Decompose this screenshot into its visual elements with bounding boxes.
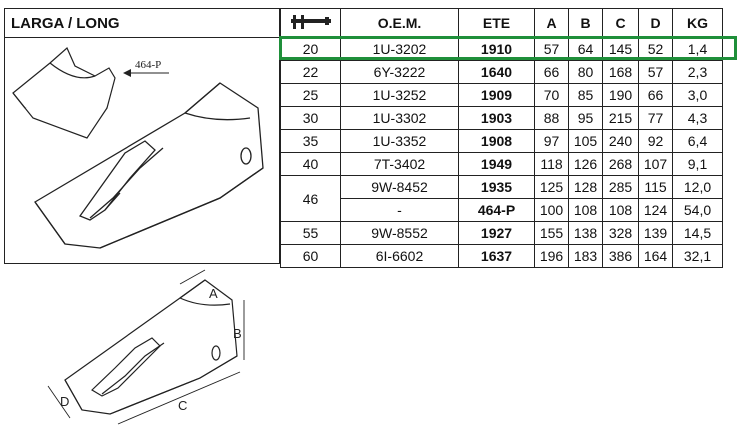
- cell-c: 328: [603, 222, 639, 245]
- cell-b: 126: [569, 153, 603, 176]
- cell-kg: 2,3: [673, 61, 723, 84]
- cell-kg: 1,4: [673, 38, 723, 61]
- col-header-d: D: [639, 9, 673, 38]
- dim-label-c: C: [178, 398, 188, 413]
- dim-label-b: B: [233, 326, 242, 341]
- table-row: [281, 222, 723, 245]
- cell-b: 85: [569, 84, 603, 107]
- ref-arrow-head: [123, 69, 131, 77]
- cell-ete: 1949: [459, 153, 535, 176]
- cell-c: 386: [603, 245, 639, 268]
- cell-b: 128: [569, 176, 603, 199]
- cell-kg: 3,0: [673, 84, 723, 107]
- dim-line-a: [180, 270, 205, 284]
- cell-ete: 1637: [459, 245, 535, 268]
- cell-ete: 1908: [459, 130, 535, 153]
- cell-a: 97: [535, 130, 569, 153]
- table-row: [281, 153, 723, 176]
- table-row: [281, 61, 723, 84]
- ref-label: 464-P: [135, 59, 162, 71]
- cell-b: 80: [569, 61, 603, 84]
- table-row: [281, 199, 723, 222]
- cell-kg: 6,4: [673, 130, 723, 153]
- dim-label-a: A: [209, 286, 218, 301]
- cell-d: 57: [639, 61, 673, 84]
- cell-a: 66: [535, 61, 569, 84]
- cell-d: 92: [639, 130, 673, 153]
- cell-ete: 1903: [459, 107, 535, 130]
- spec-table: [280, 8, 723, 268]
- table-row: [281, 84, 723, 107]
- cell-b: 108: [569, 199, 603, 222]
- cell-ete: 1910: [459, 38, 535, 61]
- cell-c: 268: [603, 153, 639, 176]
- col-header-oem: O.E.M.: [341, 9, 459, 38]
- cell-size: 55: [281, 222, 341, 245]
- cell-oem: 6I-6602: [341, 245, 459, 268]
- cell-oem: 1U-3202: [341, 38, 459, 61]
- cell-d: 124: [639, 199, 673, 222]
- cell-size: 22: [281, 61, 341, 84]
- cell-a: 88: [535, 107, 569, 130]
- cell-ete: 1640: [459, 61, 535, 84]
- cell-size: 25: [281, 84, 341, 107]
- cell-c: 190: [603, 84, 639, 107]
- cell-kg: 32,1: [673, 245, 723, 268]
- panel-title: LARGA / LONG: [5, 9, 279, 38]
- cell-ete: 1935: [459, 176, 535, 199]
- cell-b: 183: [569, 245, 603, 268]
- col-header-kg: KG: [673, 9, 723, 38]
- cell-d: 77: [639, 107, 673, 130]
- cell-ete: 1927: [459, 222, 535, 245]
- cell-size: 40: [281, 153, 341, 176]
- product-illustration-panel: [4, 8, 280, 264]
- tooth-illustration: [5, 38, 279, 263]
- cell-c: 168: [603, 61, 639, 84]
- cell-oem: 1U-3302: [341, 107, 459, 130]
- cell-b: 138: [569, 222, 603, 245]
- col-header-c: C: [603, 9, 639, 38]
- cell-d: 139: [639, 222, 673, 245]
- cell-a: 196: [535, 245, 569, 268]
- dimension-drawing: [30, 268, 260, 428]
- cell-kg: 9,1: [673, 153, 723, 176]
- cell-d: 52: [639, 38, 673, 61]
- cell-size: 35: [281, 130, 341, 153]
- cell-a: 100: [535, 199, 569, 222]
- cell-b: 64: [569, 38, 603, 61]
- table-row: [281, 107, 723, 130]
- cell-d: 115: [639, 176, 673, 199]
- cell-c: 215: [603, 107, 639, 130]
- table-row: [281, 245, 723, 268]
- table-row: [281, 176, 723, 199]
- cell-c: 145: [603, 38, 639, 61]
- cell-kg: 12,0: [673, 176, 723, 199]
- cell-a: 70: [535, 84, 569, 107]
- cell-d: 66: [639, 84, 673, 107]
- cell-size: 20: [281, 38, 341, 61]
- cell-c: 108: [603, 199, 639, 222]
- cell-oem: 7T-3402: [341, 153, 459, 176]
- table-row: [281, 38, 723, 61]
- cell-a: 155: [535, 222, 569, 245]
- cell-ete: 464-P: [459, 199, 535, 222]
- cell-size: 60: [281, 245, 341, 268]
- cell-d: 164: [639, 245, 673, 268]
- cell-b: 95: [569, 107, 603, 130]
- cell-oem: 1U-3252: [341, 84, 459, 107]
- cell-oem: 9W-8552: [341, 222, 459, 245]
- cell-oem: 9W-8452: [341, 176, 459, 199]
- cell-kg: 4,3: [673, 107, 723, 130]
- cell-oem: 1U-3352: [341, 130, 459, 153]
- col-header-a: A: [535, 9, 569, 38]
- cell-a: 118: [535, 153, 569, 176]
- cell-b: 105: [569, 130, 603, 153]
- cell-d: 107: [639, 153, 673, 176]
- cell-c: 285: [603, 176, 639, 199]
- cell-c: 240: [603, 130, 639, 153]
- cell-size: 46: [281, 176, 341, 222]
- table-row: [281, 130, 723, 153]
- caliper-icon: [281, 9, 341, 38]
- cell-oem: -: [341, 199, 459, 222]
- cell-ete: 1909: [459, 84, 535, 107]
- adapter-drawing: [13, 48, 115, 138]
- dim-label-d: D: [60, 394, 70, 409]
- cell-oem: 6Y-3222: [341, 61, 459, 84]
- col-header-ete: ETE: [459, 9, 535, 38]
- col-header-b: B: [569, 9, 603, 38]
- cell-kg: 54,0: [673, 199, 723, 222]
- cell-a: 57: [535, 38, 569, 61]
- cell-a: 125: [535, 176, 569, 199]
- cell-kg: 14,5: [673, 222, 723, 245]
- table-header-row: [281, 9, 723, 38]
- cell-size: 30: [281, 107, 341, 130]
